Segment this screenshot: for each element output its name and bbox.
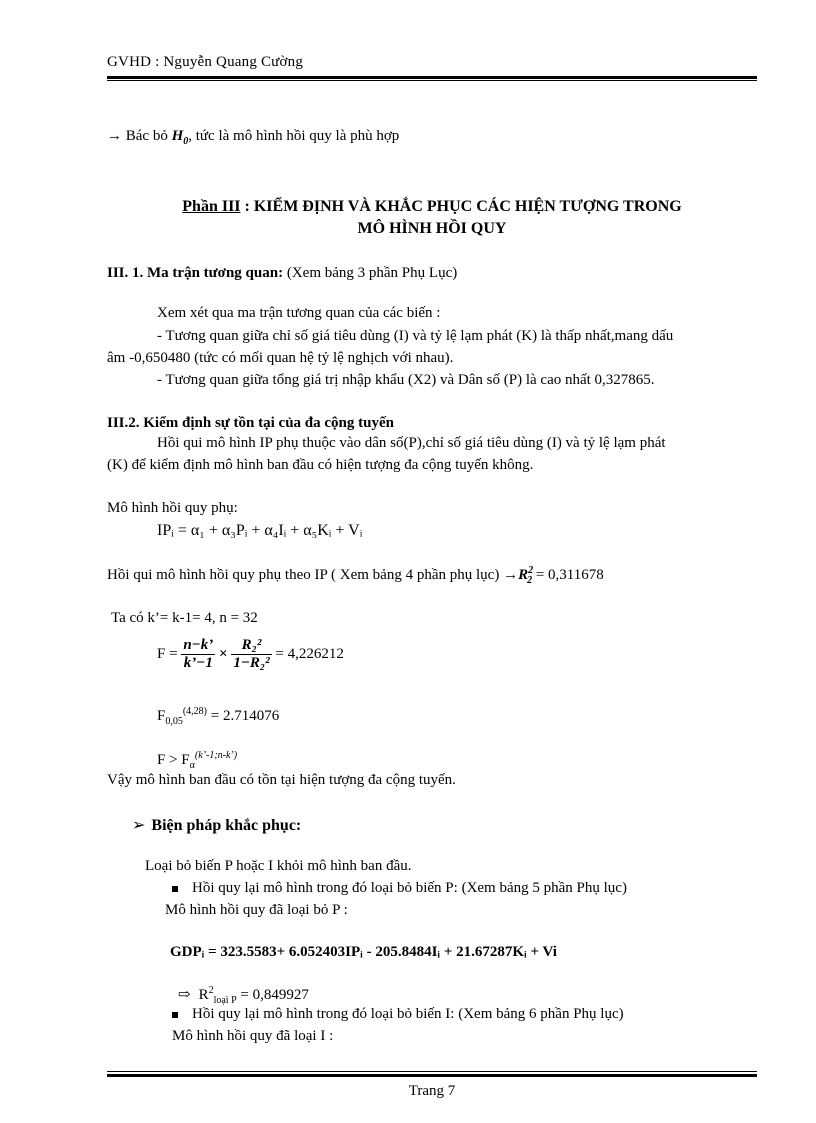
aux-model-equation: IPᵢ = α₁ + α₃Pᵢ + α₄Iᵢ + α₅Kᵢ + Vᵢ (157, 522, 363, 539)
paragraph: Xem xét qua ma trận tương quan của các biến : (157, 305, 441, 321)
paragraph: Mô hình hồi quy đã loại bỏ P : (165, 902, 348, 918)
square-bullet-icon (172, 886, 178, 892)
subsection-heading-3-1: III. 1. Ma trận tương quan: (Xem bảng 3 phần Phụ Lục) (107, 265, 458, 281)
subsection-heading-3-2: III.2. Kiểm định sự tồn tại của đa cộng tuyến (107, 415, 394, 431)
section-title: Phần III : KIỂM ĐỊNH VÀ KHẮC PHỤC CÁC HIỆN TƯỢNG TRONG (182, 198, 682, 215)
footer-rule-thin (107, 1071, 757, 1072)
aux-model-label: Mô hình hồi quy phụ: (107, 500, 238, 516)
paragraph: Loại bỏ biến P hoặc I khỏi mô hình ban đầu. (145, 858, 412, 874)
paragraph: (K) để kiểm định mô hình ban đầu có hiện tượng đa cộng tuyến không. (107, 457, 534, 473)
paragraph: - Tương quan giữa tổng giá trị nhập khẩu (X2) và Dân số (P) là cao nhất 0,327865. (157, 372, 655, 388)
f-comparison: $F > F_\alpha^{(k’-1;n-k’)}$ (157, 750, 238, 771)
f-statistic-formula: F = $\frac{n-k’}{k’-1}$ × $\frac{\text{R₂²}}{\text{1−R₂²}}$ = 4,226212 (157, 637, 344, 671)
r2-without-p: ⇨ $R^2_{loại P} = 0,849927$ (178, 985, 309, 1006)
aux-regression-line: Hồi qui mô hình hồi quy phụ theo IP ( Xem bảng 4 phần phụ lục) $\to R^2_2 = 0,311678$ (107, 565, 604, 586)
list-item: Hồi quy lại mô hình trong đó loại bỏ biến I: (Xem bảng 6 phần Phụ lục) (172, 1006, 624, 1023)
equation-without-p: GDPᵢ = 323.5583+ 6.052403IPᵢ - 205.8484Iᵢ + 21.67287Kᵢ + Vi (170, 944, 557, 960)
paragraph: Hồi qui mô hình IP phụ thuộc vào dân số(P),chỉ số giá tiêu dùng (I) và tỷ lệ lạm phát (157, 435, 666, 451)
paragraph: - Tương quan giữa chỉ số giá tiêu dùng (I) và tỷ lệ lạm phát (K) là thấp nhất,mang dấu (157, 328, 674, 344)
paragraph: Mô hình hồi quy đã loại I : (172, 1028, 334, 1044)
list-item: Hồi quy lại mô hình trong đó loại bỏ biến P: (Xem bảng 5 phần Phụ lục) (172, 880, 627, 897)
f-critical-value: $F_{0,05}^{(4,28)} = 2.714076$ (157, 706, 280, 727)
arrowhead-bullet-icon: ➢ (132, 817, 146, 834)
page-number: Trang 7 (408, 1083, 456, 1099)
square-bullet-icon (172, 1012, 178, 1018)
remedy-heading: ➢ Biện pháp khắc phục: (132, 817, 302, 834)
section-title-line2: MÔ HÌNH HỒI QUY (357, 220, 507, 237)
header-rule (107, 76, 757, 79)
conclusion: Vậy mô hình ban đầu có tồn tại hiện tượng đa cộng tuyến. (107, 772, 456, 788)
footer-rule (107, 1074, 757, 1077)
page-header: GVHD : Nguyễn Quang Cường (107, 54, 304, 70)
arrow-right-icon: ⇨ (178, 987, 191, 1003)
arrow-right-icon: → (107, 128, 122, 144)
header-rule-thin (107, 80, 757, 81)
reject-h0-line: → Bác bỏ $H_0$, tức là mô hình hồi quy là phù hợp (107, 128, 400, 147)
degrees-freedom-line: Ta có k’= k-1= 4, n = 32 (111, 610, 258, 626)
paragraph: âm -0,650480 (tức có mối quan hệ tỷ lệ nghịch với nhau). (107, 350, 454, 366)
